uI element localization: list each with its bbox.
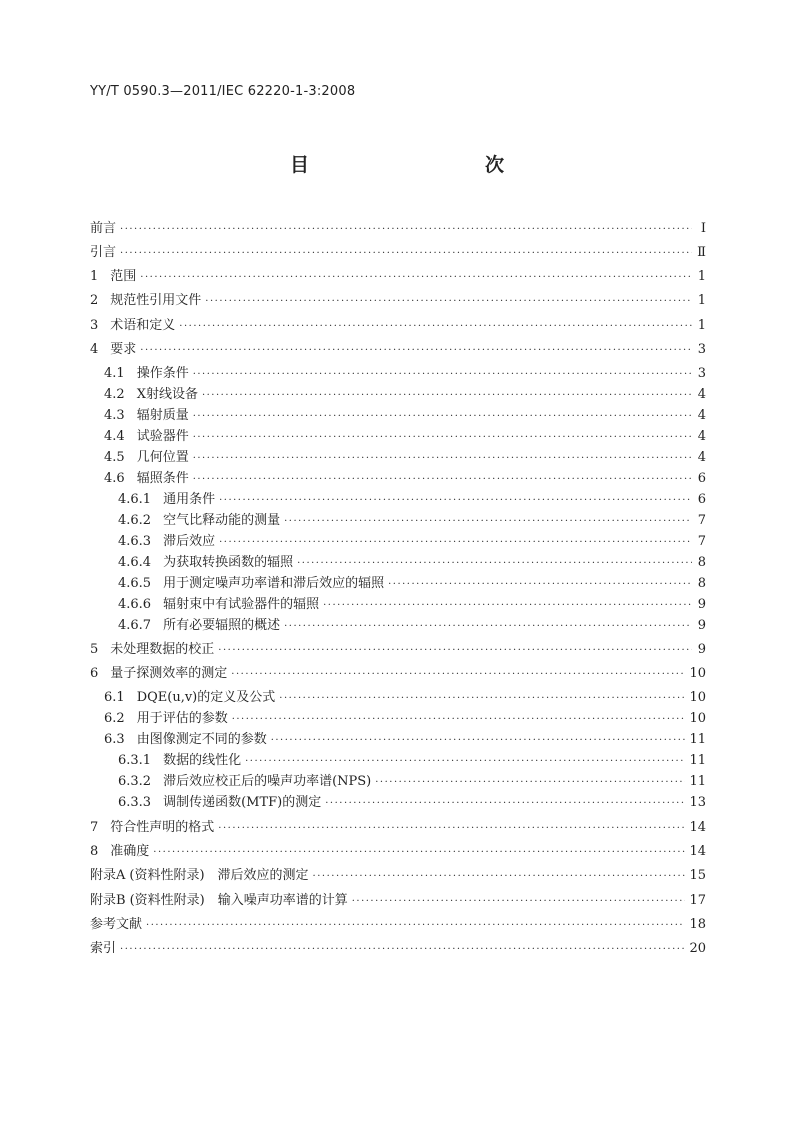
toc-entry-label: 用于评估的参数 — [136, 711, 228, 726]
toc-entry-number: 7 — [90, 820, 99, 835]
toc-entry-number: 2 — [90, 293, 99, 308]
toc-page-number: 11 — [689, 774, 706, 789]
toc-entry-number: 4.6.4 — [118, 555, 152, 570]
toc-entry[interactable] — [90, 340, 706, 360]
toc-entry-label: 调制传递函数(MTF)的测定 — [163, 795, 322, 810]
toc-entry[interactable] — [118, 616, 706, 636]
toc-entry[interactable] — [90, 664, 706, 684]
toc-leader-dots — [232, 710, 686, 730]
toc-leader-dots — [218, 641, 692, 661]
toc-entry-number: 8 — [90, 844, 99, 859]
toc-leader-dots — [120, 220, 692, 240]
toc-entry[interactable] — [118, 751, 706, 771]
toc-entry[interactable] — [118, 553, 706, 573]
toc-entry-number: 4.2 — [104, 387, 125, 402]
toc-entry-number: 6.2 — [104, 711, 125, 726]
toc-entry-label: 滞后效应 — [163, 534, 216, 549]
toc-entry-number: 6.3.3 — [118, 795, 152, 810]
toc-entry-number: 附录A — [90, 868, 126, 883]
toc-entry[interactable] — [104, 427, 706, 447]
toc-entry-label: 量子探测效率的测定 — [110, 666, 228, 681]
toc-entry-label: 辐射束中有试验器件的辐照 — [163, 597, 320, 612]
toc-entry-label: 未处理数据的校正 — [110, 642, 215, 657]
toc-leader-dots — [146, 916, 685, 936]
toc-page-number: 6 — [697, 471, 706, 486]
toc-entry[interactable] — [90, 939, 706, 959]
toc-page-number: 4 — [697, 450, 706, 465]
toc-entry-number: 4 — [90, 342, 99, 357]
toc-leader-dots — [218, 819, 685, 839]
toc-entry[interactable] — [104, 709, 706, 729]
toc-page-number: 3 — [697, 366, 706, 381]
page-title: 目 次 — [289, 154, 550, 176]
toc-page-number: 4 — [697, 429, 706, 444]
toc-entry-label: 规范性引用文件 — [110, 293, 202, 308]
toc-entry-label: 数据的线性化 — [163, 753, 242, 768]
toc-entry-number: 1 — [90, 269, 99, 284]
toc-page-number: 1 — [697, 293, 706, 308]
toc-entry[interactable] — [104, 730, 706, 750]
toc-entry-label: 空气比释动能的测量 — [163, 513, 281, 528]
toc-page-number: 7 — [697, 513, 706, 528]
toc-entry-number: 4.4 — [104, 429, 125, 444]
toc-leader-dots — [297, 554, 692, 574]
toc-page-number: 8 — [697, 576, 706, 591]
toc-leader-dots — [388, 575, 692, 595]
toc-entry-label: 术语和定义 — [110, 318, 176, 333]
toc-entry-label: 参考文献 — [90, 917, 143, 932]
toc-leader-dots — [193, 365, 692, 385]
toc-entry-label: (资料性附录) 输入噪声功率谱的计算 — [129, 893, 348, 908]
toc-entry-label: 用于测定噪声功率谱和滞后效应的辐照 — [163, 576, 385, 591]
toc-page-number: 3 — [697, 342, 706, 357]
toc-leader-dots — [120, 940, 685, 960]
toc-page-number: 10 — [689, 711, 706, 726]
toc-entry-label: 辐照条件 — [136, 471, 189, 486]
toc-page-number: 9 — [697, 618, 706, 633]
toc-leader-dots — [284, 617, 692, 637]
toc-leader-dots — [279, 689, 685, 709]
toc-leader-dots — [352, 892, 686, 912]
toc-page-number: 17 — [689, 893, 706, 908]
toc-page-number: 7 — [697, 534, 706, 549]
toc-entry-label: 通用条件 — [163, 492, 216, 507]
toc-entry-number: 6 — [90, 666, 99, 681]
toc-page-number: 11 — [689, 753, 706, 768]
toc-entry[interactable] — [90, 243, 706, 263]
toc-entry[interactable] — [118, 511, 706, 531]
toc-entry-label: 辐射质量 — [136, 408, 189, 423]
toc-entry[interactable] — [90, 219, 706, 239]
toc-entry-label: 符合性声明的格式 — [110, 820, 215, 835]
toc-entry[interactable] — [118, 532, 706, 552]
toc-leader-dots — [271, 731, 686, 751]
toc-leader-dots — [231, 665, 685, 685]
toc-page-number: 10 — [689, 690, 706, 705]
toc-entry[interactable] — [90, 818, 706, 838]
toc-leader-dots — [193, 470, 692, 490]
toc-page-number: 15 — [689, 868, 706, 883]
toc-leader-dots — [219, 491, 692, 511]
toc-page-number: 8 — [697, 555, 706, 570]
toc-entry-label: DQE(u,v)的定义及公式 — [136, 690, 276, 705]
toc-leader-dots — [140, 341, 692, 361]
toc-entry[interactable] — [90, 891, 706, 911]
toc-entry[interactable] — [104, 688, 706, 708]
toc-entry-label: 试验器件 — [136, 429, 189, 444]
toc-entry-label: (资料性附录) 滞后效应的测定 — [129, 868, 309, 883]
toc-entry-number: 4.6.2 — [118, 513, 152, 528]
toc-entry-label: 几何位置 — [136, 450, 189, 465]
toc-entry-label: 操作条件 — [136, 366, 189, 381]
toc-page-number: 20 — [689, 941, 706, 956]
toc-entry[interactable] — [90, 291, 706, 311]
toc-entry[interactable] — [118, 574, 706, 594]
toc-page-number: Ⅰ — [700, 221, 706, 236]
toc-entry-number: 4.6.3 — [118, 534, 152, 549]
toc-page-number: 1 — [697, 269, 706, 284]
toc-leader-dots — [140, 268, 692, 288]
toc-page-number: 14 — [689, 820, 706, 835]
toc-entry-number: 4.6.6 — [118, 597, 152, 612]
toc-entry-label: 所有必要辐照的概述 — [163, 618, 281, 633]
toc-entry-number: 6.1 — [104, 690, 125, 705]
toc-leader-dots — [323, 596, 692, 616]
toc-entry[interactable] — [90, 842, 706, 862]
toc-leader-dots — [219, 533, 692, 553]
toc-entry-number: 附录B — [90, 893, 126, 908]
toc-entry[interactable] — [118, 490, 706, 510]
toc-entry-label: 滞后效应校正后的噪声功率谱(NPS) — [163, 774, 372, 789]
toc-entry-number: 4.3 — [104, 408, 125, 423]
toc-entry-number: 3 — [90, 318, 99, 333]
toc-leader-dots — [202, 386, 692, 406]
toc-entry-label: 由图像测定不同的参数 — [136, 732, 267, 747]
toc-leader-dots — [313, 867, 686, 887]
toc-leader-dots — [153, 843, 685, 863]
toc-entry-number: 6.3.1 — [118, 753, 152, 768]
toc-page-number: 11 — [689, 732, 706, 747]
toc-page-number: 13 — [689, 795, 706, 810]
toc-leader-dots — [193, 449, 692, 469]
toc-entry-number: 5 — [90, 642, 99, 657]
toc-leader-dots — [245, 752, 685, 772]
toc-entry[interactable] — [104, 364, 706, 384]
toc-entry[interactable] — [90, 866, 706, 886]
toc-page-number: 18 — [689, 917, 706, 932]
toc-page-number: 9 — [697, 597, 706, 612]
toc-entry[interactable] — [104, 406, 706, 426]
toc-entry[interactable] — [90, 267, 706, 287]
toc-leader-dots — [193, 407, 692, 427]
toc-entry[interactable] — [90, 316, 706, 336]
toc-entry[interactable] — [104, 385, 706, 405]
toc-leader-dots — [179, 317, 692, 337]
toc-entry[interactable] — [90, 640, 706, 660]
toc-page-number: 10 — [689, 666, 706, 681]
toc-leader-dots — [284, 512, 692, 532]
toc-entry-number: 4.6.5 — [118, 576, 152, 591]
toc-leader-dots — [193, 428, 692, 448]
toc-leader-dots — [325, 794, 685, 814]
toc-entry[interactable] — [90, 915, 706, 935]
toc-entry-number: 4.5 — [104, 450, 125, 465]
toc-entry-label: 为获取转换函数的辐照 — [163, 555, 294, 570]
toc-leader-dots — [120, 244, 692, 264]
toc-entry[interactable] — [104, 448, 706, 468]
standard-code-header: YY/T 0590.3—2011/IEC 62220-1-3:2008 — [90, 84, 356, 99]
toc-entry-label: 索引 — [90, 941, 117, 956]
toc-leader-dots — [375, 773, 685, 793]
toc-entry-number: 4.6.1 — [118, 492, 152, 507]
toc-page-number: 4 — [697, 387, 706, 402]
toc-entry-number: 6.3 — [104, 732, 125, 747]
toc-page-number: 1 — [697, 318, 706, 333]
toc-entry-label: 要求 — [110, 342, 137, 357]
toc-page-number: 6 — [697, 492, 706, 507]
toc-page-number: 4 — [697, 408, 706, 423]
toc-entry[interactable] — [118, 772, 706, 792]
toc-entry-label: 范围 — [110, 269, 137, 284]
toc-leader-dots — [205, 292, 692, 312]
toc-entry-label: 引言 — [90, 245, 117, 260]
toc-entry-number: 4.6 — [104, 471, 125, 486]
toc-entry-number: 4.6.7 — [118, 618, 152, 633]
toc-page-number: Ⅱ — [697, 245, 706, 260]
toc-page-number: 14 — [689, 844, 706, 859]
toc-entry-label: X射线设备 — [136, 387, 198, 402]
toc-entry-number: 4.1 — [104, 366, 125, 381]
toc-entry[interactable] — [118, 595, 706, 615]
toc-entry-label: 前言 — [90, 221, 117, 236]
toc-entry[interactable] — [118, 793, 706, 813]
toc-entry[interactable] — [104, 469, 706, 489]
toc-page-number: 9 — [697, 642, 706, 657]
toc-entry-number: 6.3.2 — [118, 774, 152, 789]
toc-entry-label: 准确度 — [110, 844, 150, 859]
